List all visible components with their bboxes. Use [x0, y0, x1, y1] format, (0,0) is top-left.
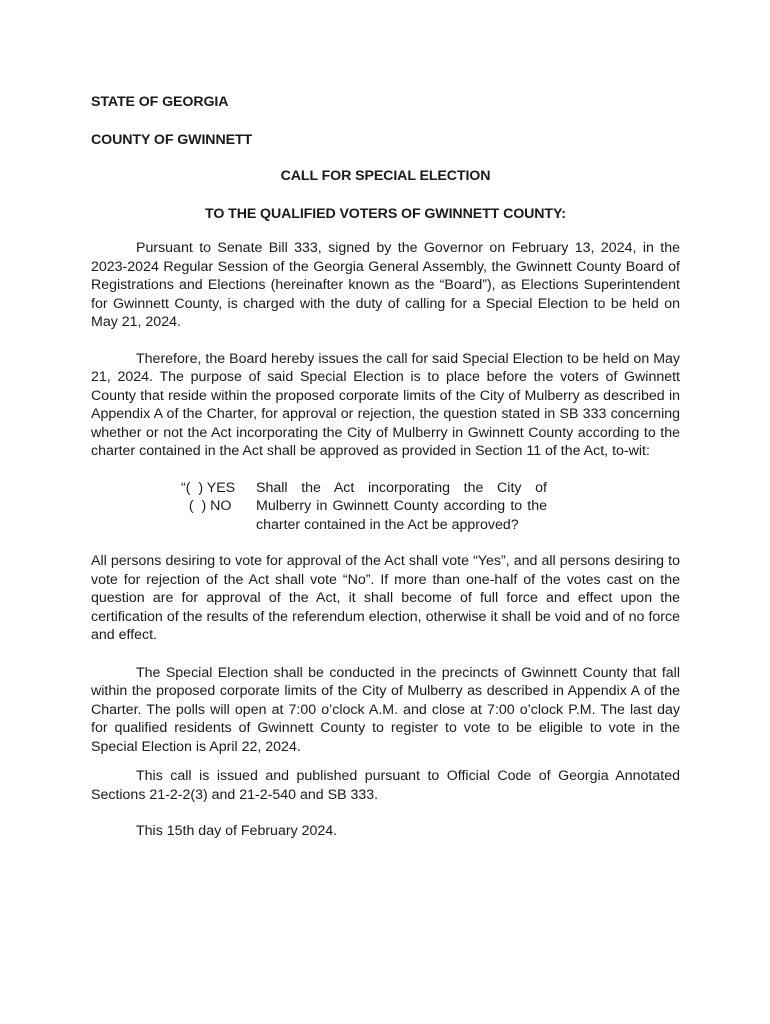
county-heading: COUNTY OF GWINNETT — [91, 131, 253, 148]
salutation: TO THE QUALIFIED VOTERS OF GWINNETT COUNTY: — [205, 205, 566, 222]
document-page — [91, 93, 680, 841]
document-title: CALL FOR SPECIAL ELECTION — [280, 168, 491, 184]
paragraph-voting-rules: All persons desiring to vote for approval of the Act shall vote “Yes”, and all persons desiring to vote for rejection of the Act shall vote “No”. If more than one-half of the votes cast on the question are for approval of the Act, it shall become of full force and effect upon the certification of the results of the referendum election, otherwise it shall be void and of no force and effect. — [91, 553, 680, 643]
paragraph-authority: This call is issued and published pursuant to Official Code of Georgia Annotated Sections 21-2-2(3) and 21-2-540 and SB 333. — [91, 768, 680, 803]
ballot-options — [181, 479, 256, 535]
ballot-yes-option: “( ) YES — [181, 479, 236, 496]
paragraph-conduct: The Special Election shall be conducted in the precincts of Gwinnett County that fall within the proposed corporate limits of the City of Mulberry as described in Appendix A of the Charter. The polls will open at 7:00 o’clock A.M. and close at 7:00 o’clock P.M. The last day for qualified residents of Gwinnett County to register to vote to be eligible to vote in the Special Election is April 22, 2024. — [91, 664, 680, 755]
ballot-question-block — [181, 479, 547, 535]
paragraph-therefore: Therefore, the Board hereby issues the call for said Special Election to be held on May 21, 2024. The purpose of said Special Election is to place before the voters of Gwinnett County that reside within the proposed corporate limits of the City of Mulberry as described in Appendix A of the Charter, for approval or rejection, the question stated in SB 333 concerning whether or not the Act incorporating the City of Mulberry in Gwinnett County according to the charter contained in the Act shall be approved as provided in Section 11 of the Act, to-wit: — [91, 350, 680, 459]
paragraph-date: This 15th day of February 2024. — [136, 823, 338, 839]
paragraph-pursuant: Pursuant to Senate Bill 333, signed by the Governor on February 13, 2024, in the 2023-2024 Regular Session of the Georgia General Assembly, the Gwinnett County Board of Registrations and Elections (hereinafter known as the “Board”), as Elections Superintendent for Gwinnett County, is charged with the duty of calling for a Special Election to be held on May 21, 2024. — [91, 240, 680, 330]
ballot-no-option: ( ) NO — [181, 498, 232, 514]
ballot-question-text: Shall the Act incorporating the City of Mulberry in Gwinnett County according to the charter contained in the Act be approved? — [256, 479, 547, 533]
state-heading: STATE OF GEORGIA — [91, 94, 229, 110]
